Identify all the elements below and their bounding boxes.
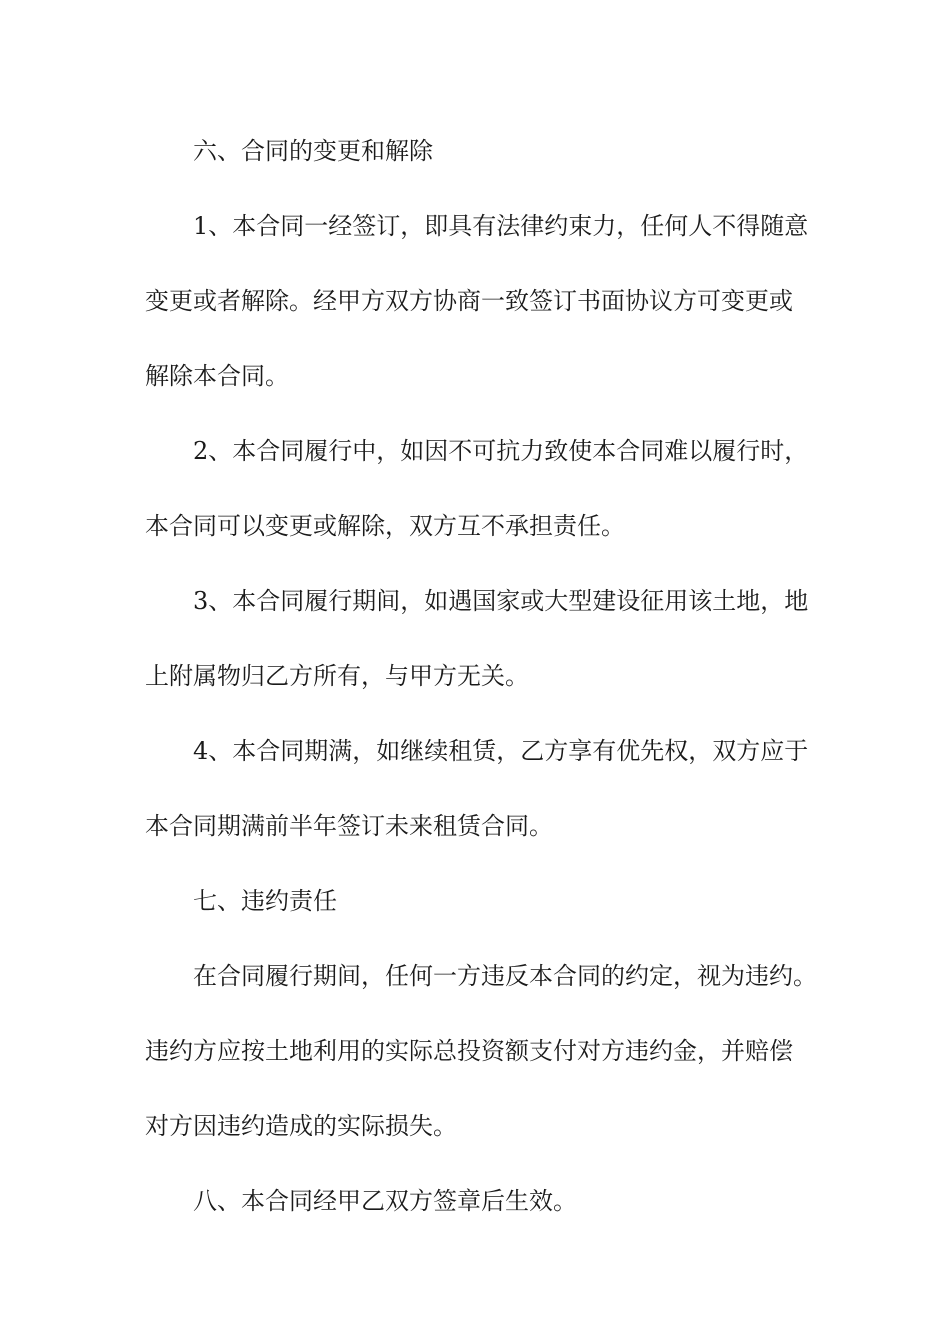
breach-line-2: 违约方应按土地利用的实际总投资额支付对方违约金，并赔偿: [145, 1037, 793, 1065]
clause-3-line-2: 上附属物归乙方所有，与甲方无关。: [145, 662, 529, 690]
section-heading-7: 七、违约责任: [193, 887, 337, 915]
section-heading-8: 八、本合同经甲乙双方签章后生效。: [193, 1187, 577, 1215]
clause-3-line-1: 3、本合同履行期间，如遇国家或大型建设征用该土地，地: [193, 587, 809, 615]
clause-4-line-2: 本合同期满前半年签订未来租赁合同。: [145, 812, 553, 840]
clause-1-line-1: 1、本合同一经签订，即具有法律约束力，任何人不得随意: [193, 212, 809, 240]
clause-2-line-2: 本合同可以变更或解除，双方互不承担责任。: [145, 512, 625, 540]
clause-4-line-1: 4、本合同期满，如继续租赁，乙方享有优先权，双方应于: [193, 737, 809, 765]
clause-2-line-1: 2、本合同履行中，如因不可抗力致使本合同难以履行时，: [193, 437, 809, 465]
breach-line-1: 在合同履行期间，任何一方违反本合同的约定，视为违约。: [193, 962, 817, 990]
clause-1-line-2: 变更或者解除。经甲方双方协商一致签订书面协议方可变更或: [145, 287, 793, 315]
clause-1-line-3: 解除本合同。: [145, 362, 289, 390]
section-heading-6: 六、合同的变更和解除: [193, 137, 433, 165]
breach-line-3: 对方因违约造成的实际损失。: [145, 1112, 457, 1140]
